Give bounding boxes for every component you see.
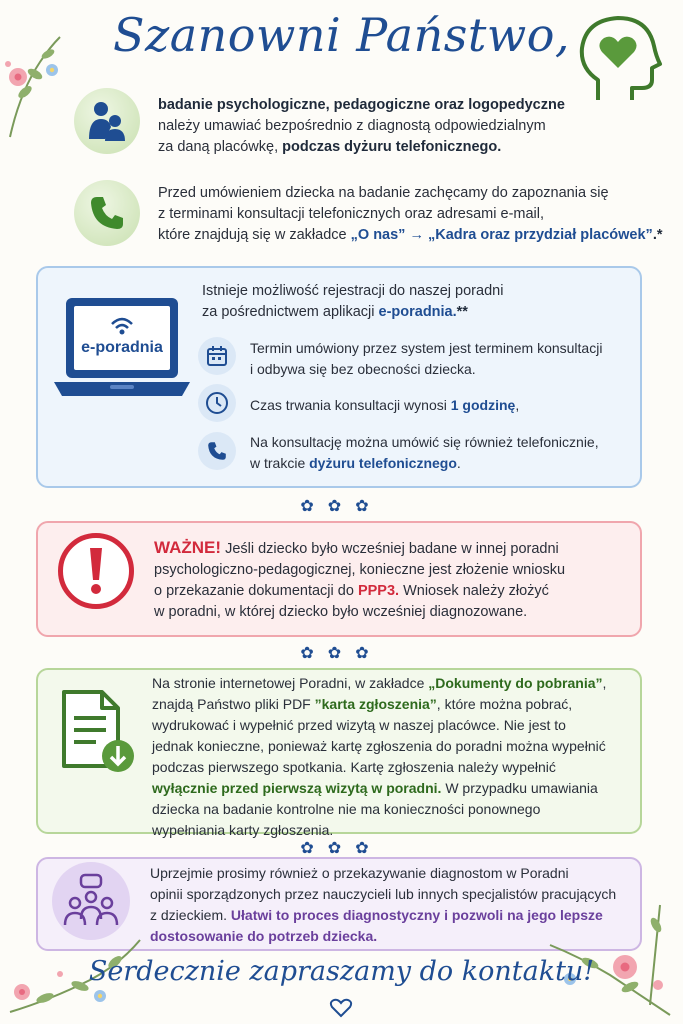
divider-1: ✿✿✿ [300, 498, 383, 515]
docs-line7: dziecka na badanie kontrolne nie ma konieczności ponownego [152, 801, 541, 817]
opinions-line2: opinii sporządzonych przez nauczycieli lub innych specjalistów pracujących [150, 886, 617, 902]
item2-end: , [515, 397, 520, 413]
docs-line2-end: , które można pobrać, [436, 696, 573, 712]
docs-line1-end: , [602, 675, 607, 691]
phone-small-icon-circle [198, 432, 236, 470]
docs-card-name: ”karta zgłoszenia” [314, 696, 437, 712]
ppp3: PPP3. [357, 583, 400, 599]
item1-line1: Termin umówiony przez system jest terminem konsultacji [250, 340, 603, 356]
eporadnia-intro [202, 281, 632, 323]
calendar-icon [206, 345, 228, 367]
docs-line3: wydrukować i wypełnić przed wizytą w naszej placówce. Nie jest to [152, 717, 566, 733]
divider-2: ✿✿✿ [300, 645, 383, 662]
parent-child-icon [85, 99, 129, 143]
item3-duty: dyżuru telefonicznego [309, 455, 457, 471]
wifi-icon [108, 316, 136, 336]
exclamation-icon [86, 546, 106, 596]
item1-line2: i odbywa się bez obecności dziecka. [250, 361, 476, 377]
appointment-bold: badanie psychologiczne, pedagogiczne oraz logopedyczne [158, 97, 565, 113]
important-line2: psychologiczno-pedagogicznej, konieczne jest złożenie wniosku [154, 562, 566, 578]
eporadnia-item1 [250, 338, 640, 380]
item3-line2: w trakcie [250, 455, 306, 471]
important-line4: w poradni, w której dziecko było wcześniej diagnozowane. [154, 604, 528, 620]
docs-line4: jednak konieczne, ponieważ kartę zgłoszenia do poradni można wypełnić [152, 738, 606, 754]
section-appointment-text [158, 95, 658, 158]
item3-end: . [456, 455, 461, 471]
item3-line1: Na konsultację można umówić się również telefonicznie, [250, 434, 599, 450]
document-download-icon [58, 688, 138, 778]
before-line2: z terminami konsultacji telefonicznych oraz adresami e-mail, [158, 206, 545, 222]
docs-line6-end: W przypadku umawiania [445, 780, 598, 796]
parent-child-icon-circle [74, 88, 140, 154]
item2-hour: 1 godzinę [450, 397, 516, 413]
eporadnia-mark: ** [456, 304, 468, 320]
exclamation-icon-circle [58, 533, 134, 609]
docs-line2: znajdą Państwo pliki PDF [152, 696, 311, 712]
opinions-line3: z dzieckiem. [150, 907, 228, 923]
section-before-text [158, 183, 668, 246]
eporadnia-item3 [250, 432, 640, 474]
opinions-line3-bold: Ułatwi to proces diagnostyczny i pozwoli na jego lepsze [230, 907, 603, 923]
before-mark: .* [652, 227, 663, 243]
docs-line5: podczas pierwszego spotkania. Kartę zgłoszenia należy wypełnić [152, 759, 556, 775]
phone-small-icon [206, 440, 228, 462]
important-label: WAŻNE! [154, 538, 222, 557]
footer-title: Serdecznie zapraszamy do kontaktu! [88, 956, 595, 987]
eporadnia-item2 [250, 395, 640, 416]
docs-line6-bold: wyłącznie przed pierwszą wizytą w poradni. [152, 780, 442, 796]
eporadnia-intro-line2: za pośrednictwem aplikacji [202, 304, 375, 320]
kadra-link[interactable]: „O nas” → „Kadra oraz przydział placówek” [350, 227, 653, 243]
calendar-icon-circle [198, 337, 236, 375]
important-line3-end: Wniosek należy złożyć [403, 583, 549, 599]
eporadnia-intro-line1: Istnieje możliwość rejestracji do naszej poradni [202, 283, 504, 299]
eporadnia-app-name: e-poradnia. [378, 304, 457, 320]
appointment-line2: należy umawiać bezpośrednio z diagnostą odpowiedzialnym [158, 118, 546, 134]
before-line3: które znajdują się w zakładce [158, 227, 347, 243]
before-line1: Przed umówieniem dziecka na badanie zachęcamy do zapoznania się [158, 185, 609, 201]
docs-line1: Na stronie internetowej Poradni, w zakładce [152, 675, 425, 691]
important-line1: Jeśli dziecko było wcześniej badane w innej poradni [225, 541, 559, 557]
page-title: Szanowni Państwo, [112, 8, 571, 62]
phone-icon-circle [74, 180, 140, 246]
appointment-duty-bold: podczas dyżuru telefonicznego. [282, 139, 502, 155]
phone-icon [87, 193, 127, 233]
clock-icon-circle [198, 384, 236, 422]
clock-icon [205, 391, 229, 415]
item2-start: Czas trwania konsultacji wynosi [250, 397, 447, 413]
divider-3: ✿✿✿ [300, 840, 383, 857]
important-text [154, 537, 634, 623]
docs-tab-link[interactable]: „Dokumenty do pobrania” [428, 675, 603, 691]
important-line3: o przekazanie dokumentacji do [154, 583, 354, 599]
opinions-line1: Uprzejmie prosimy również o przekazywanie diagnostom w Poradni [150, 865, 569, 881]
opinions-line4-bold: dostosowanie do potrzeb dziecka. [150, 928, 378, 944]
laptop-label: e-poradnia [81, 339, 163, 356]
appointment-line3: za daną placówkę, [158, 139, 279, 155]
documents-text [152, 673, 638, 841]
docs-line8: wypełniania karty zgłoszenia. [152, 822, 334, 838]
heart-icon [329, 998, 353, 1018]
